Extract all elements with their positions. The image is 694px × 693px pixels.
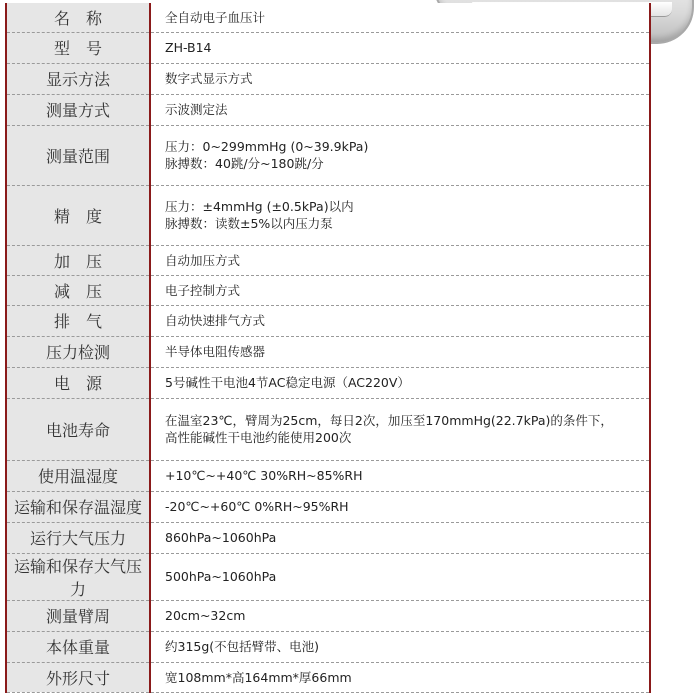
table-row [6, 185, 650, 245]
row-label-depressurize: 减 压 [6, 275, 150, 305]
row-label-model: 型 号 [6, 32, 150, 63]
table-row [6, 275, 650, 305]
table-row [6, 600, 650, 631]
row-value-depressurize: 电子控制方式 [150, 275, 650, 305]
row-label-name: 名 称 [6, 3, 150, 32]
table-row [6, 460, 650, 491]
row-value-power: 5号碱性干电池4节AC稳定电源（AC220V） [150, 367, 650, 398]
row-label-storage-pressure: 运输和保存大气压力 [6, 553, 150, 600]
row-label-pressure-detect: 压力检测 [6, 336, 150, 367]
table-row [6, 398, 650, 460]
table-row [6, 3, 650, 32]
row-value-display-method: 数字式显示方式 [150, 63, 650, 94]
table-row [6, 305, 650, 336]
row-value-pressurize: 自动加压方式 [150, 245, 650, 275]
table-row [6, 491, 650, 522]
row-value-battery-life: 在温室23℃，臂周为25cm，每日2次，加压至170mmHg(22.7kPa)的条件下， 高性能碱性干电池约能使用200次 [150, 398, 650, 460]
table-row [6, 245, 650, 275]
row-label-accuracy: 精 度 [6, 185, 150, 245]
row-label-power: 电 源 [6, 367, 150, 398]
table-row [6, 32, 650, 63]
table-row [6, 522, 650, 553]
row-value-operating-temp-humidity: +10℃~+40℃ 30%RH~85%RH [150, 460, 650, 491]
table-row [6, 367, 650, 398]
row-value-name: 全自动电子血压计 [150, 3, 650, 32]
row-label-storage-temp-humidity: 运输和保存温湿度 [6, 491, 150, 522]
table-row [6, 631, 650, 662]
row-label-operating-temp-humidity: 使用温湿度 [6, 460, 150, 491]
row-label-dimensions: 外形尺寸 [6, 662, 150, 692]
spec-table [5, 3, 651, 693]
row-label-operating-pressure: 运行大气压力 [6, 522, 150, 553]
table-row [6, 336, 650, 367]
row-label-measure-method: 测量方式 [6, 94, 150, 125]
row-label-battery-life: 电池寿命 [6, 398, 150, 460]
row-label-arm-circumference: 测量臂周 [6, 600, 150, 631]
table-row [6, 94, 650, 125]
row-value-arm-circumference: 20cm~32cm [150, 600, 650, 631]
row-value-model: ZH-B14 [150, 32, 650, 63]
row-label-exhaust: 排 气 [6, 305, 150, 336]
row-value-pressure-detect: 半导体电阻传感器 [150, 336, 650, 367]
table-row [6, 553, 650, 600]
row-value-exhaust: 自动快速排气方式 [150, 305, 650, 336]
row-value-measure-range: 压力：0~299mmHg (0~39.9kPa) 脉搏数：40跳/分~180跳/分 [150, 125, 650, 185]
row-value-storage-temp-humidity: -20℃~+60℃ 0%RH~95%RH [150, 491, 650, 522]
row-value-weight: 约315g(不包括臂带、电池) [150, 631, 650, 662]
row-value-accuracy: 压力：±4mmHg (±0.5kPa)以内 脉搏数：读数±5%以内压力泵 [150, 185, 650, 245]
row-value-storage-pressure: 500hPa~1060hPa [150, 553, 650, 600]
row-value-operating-pressure: 860hPa~1060hPa [150, 522, 650, 553]
row-label-weight: 本体重量 [6, 631, 150, 662]
row-label-display-method: 显示方法 [6, 63, 150, 94]
row-value-measure-method: 示波测定法 [150, 94, 650, 125]
table-row [6, 125, 650, 185]
row-label-measure-range: 测量范围 [6, 125, 150, 185]
row-label-pressurize: 加 压 [6, 245, 150, 275]
table-row [6, 63, 650, 94]
table-row [6, 662, 650, 692]
row-value-dimensions: 宽108mm*高164mm*厚66mm [150, 662, 650, 692]
